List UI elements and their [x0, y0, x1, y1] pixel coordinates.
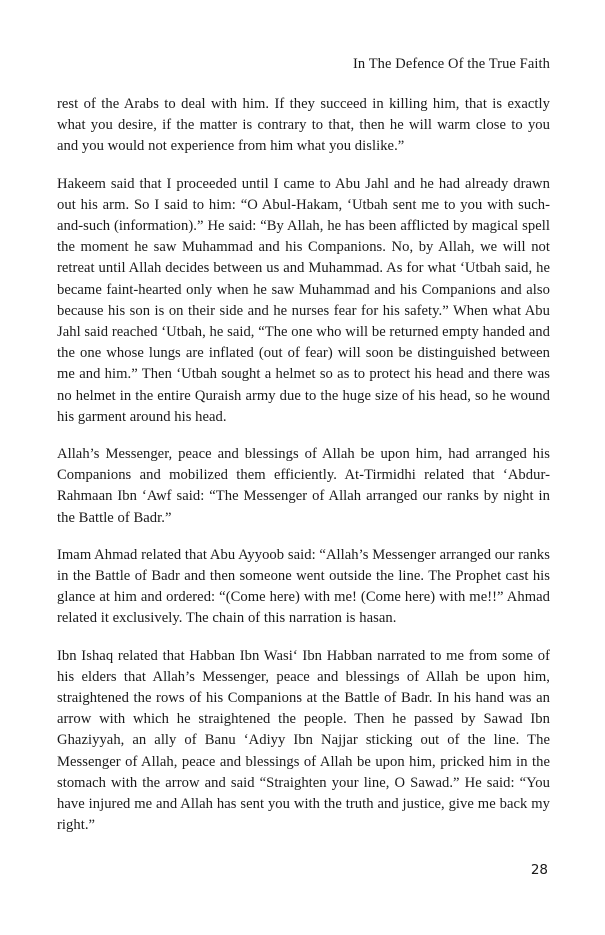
paragraph: Hakeem said that I proceeded until I came to Abu Jahl and he had already drawn out his arm. So I said to him: “O Abul-Hakam, ‘Utbah sent me to you with such-and-such (information).” He said: “By Allah, he has been afflicted by magical spell the moment he saw Muhammad and his Companions. No, by Allah, we will not retreat until Allah decides between us and Muhammad. As for what ‘Utbah said, he became faint-hearted only when he saw Muhammad and his Companions and also because his son is on their side and he nurses fear for his safety.” When what Abu Jahl said reached ‘Utbah, he said, “The one who will be returned empty handed and the one whose lungs are inflated (out of fear) will soon be distinguished between me and him.” Then ‘Utbah sought a helmet so as to protect his head and there was no helmet in the entire Quraish army due to the huge size of his head, so he wound his garment around his head. — [57, 175, 550, 425]
paragraph: Imam Ahmad related that Abu Ayyoob said: “Allah’s Messenger arranged our ranks in the Battle of Badr and then someone went outside the line. The Prophet cast his glance at him and ordered: “(Come here) with me! (Come here) with me!!” Ahmad related it exclusively. The chain of this narration is hasan. — [57, 546, 550, 627]
body-text — [57, 94, 550, 853]
paragraph: Ibn Ishaq related that Habban Ibn Wasi‘ Ibn Habban narrated to me from some of his elders that Allah’s Messenger, peace and blessings of Allah be upon him, straightened the rows of his Companions at the Battle of Badr. In his hand was an arrow with which he straightened the people. Then he passed by Sawad Ibn Ghaziyyah, an ally of Banu ‘Adiyy Ibn Najjar sticking out of the line. The Messenger of Allah, peace and blessings of Allah be upon him, pricked him in the stomach with the arrow and said “Straighten your line, O Sawad.” He said: “You have injured me and Allah has sent you with the truth and justice, give me back my right.” — [57, 647, 550, 834]
page-number: 28 — [530, 862, 548, 878]
running-header: In The Defence Of the True Faith — [352, 56, 550, 72]
paragraph: rest of the Arabs to deal with him. If they succeed in killing him, that is exactly what you desire, if the matter is contrary to that, then he will warm close to you and you would not experience from him what you dislike.” — [57, 96, 550, 155]
paragraph: Allah’s Messenger, peace and blessings of Allah be upon him, had arranged his Companions and mobilized them efficiently. At-Tirmidhi related that ‘Abdur-Rahmaan Ibn ‘Awf said: “The Messenger of Allah arranged our ranks by night in the Battle of Badr.” — [57, 446, 550, 526]
